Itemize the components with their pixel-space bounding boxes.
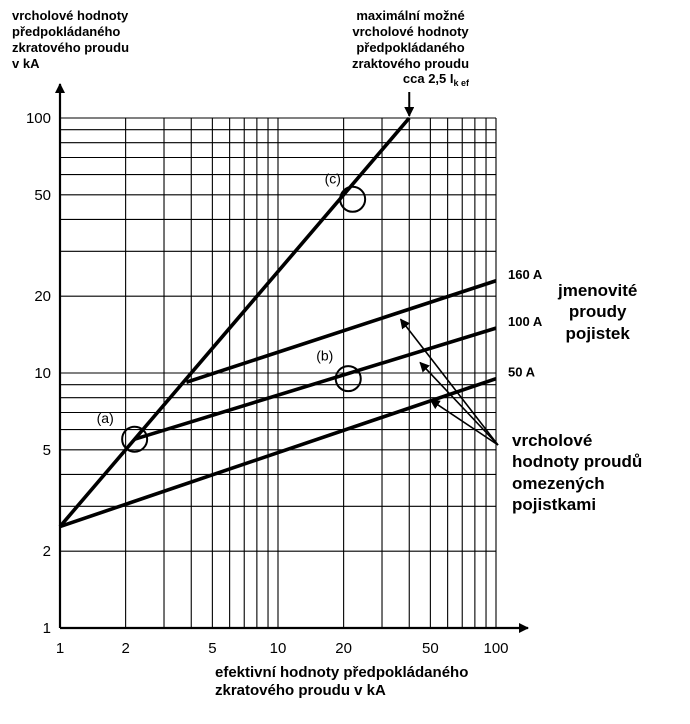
y-axis-title: vrcholové hodnoty předpokládaného zkratového proudu v kA (12, 8, 130, 71)
x-axis-title: efektivní hodnoty předpokládaného zkratového proudu v kA (215, 664, 469, 700)
series-labels (508, 267, 543, 380)
y-tick-label: 50 (34, 186, 51, 204)
point-label: (c) (324, 170, 341, 187)
y-tick-label: 100 (25, 110, 51, 127)
rated-currents-label: jmenovité proudy pojistek (558, 281, 638, 343)
x-tick-label: 2 (121, 640, 130, 657)
limited-peak-arrow (431, 400, 498, 445)
axes (60, 84, 528, 628)
tick-labels (26, 110, 509, 657)
max-peak-note: maximální možné vrcholové hodnoty předpokládaného zraktového proudu cca 2,5 $I_{k ef}$ (352, 8, 470, 89)
series-line (135, 328, 496, 439)
point-label: (b) (316, 347, 334, 364)
max-formula-sub: k ef (453, 78, 470, 89)
x-tick-label: 50 (422, 640, 439, 657)
arrows (401, 92, 498, 445)
x-tick-label: 20 (335, 640, 352, 657)
point-circle (336, 366, 361, 391)
series-label: 100 A (508, 314, 543, 330)
point-label: (a) (96, 410, 114, 427)
x-tick-label: 100 (483, 640, 509, 657)
x-tick-label: 10 (269, 640, 287, 657)
series-label: 160 A (508, 266, 543, 282)
series-line (60, 118, 409, 527)
y-tick-label: 20 (34, 288, 51, 306)
series-label: 50 A (508, 364, 535, 380)
x-tick-label: 1 (55, 640, 65, 657)
y-tick-label: 2 (42, 543, 51, 561)
y-tick-label: 1 (42, 620, 51, 637)
max-formula: cca 2,5 I (402, 71, 454, 87)
y-tick-label: 5 (42, 441, 51, 459)
limited-peaks-label: vrcholové hodnoty proudů omezených pojistkami (512, 431, 643, 514)
x-tick-label: 5 (208, 640, 217, 657)
y-tick-label: 10 (34, 365, 51, 382)
